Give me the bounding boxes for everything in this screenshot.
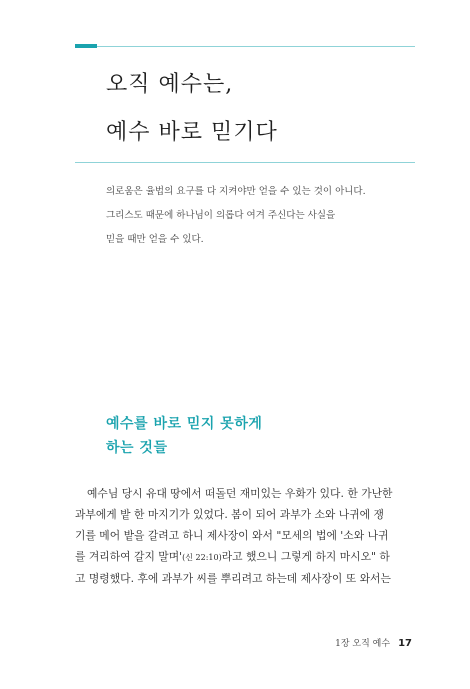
top-divider <box>97 46 415 47</box>
chapter-title-line-1: 오직 예수는, <box>106 72 234 97</box>
summary-line: 그리스도 때문에 하나님이 의롭다 여겨 주신다는 사실을 <box>106 210 336 221</box>
body-line-text: 라고 했으니 그렇게 하지 마시오" 하 <box>221 550 390 563</box>
chapter-summary <box>106 180 406 252</box>
body-line <box>75 546 415 568</box>
chapter-title <box>106 61 278 157</box>
section-heading <box>106 412 262 460</box>
body-line: 기를 메어 밭을 갈려고 하니 제사장이 와서 "모세의 법에 '소와 나귀 <box>75 529 389 542</box>
running-head: 1장 오직 예수 <box>335 639 391 649</box>
chapter-title-line-2: 예수 바로 믿기다 <box>106 120 278 145</box>
body-line: 과부에게 밭 한 마지기가 있었다. 봄이 되어 과부가 소와 나귀에 쟁 <box>75 508 384 521</box>
section-heading-line-1: 예수를 바로 믿지 못하게 <box>106 416 263 432</box>
body-paragraph <box>75 483 415 589</box>
section-heading-line-2: 하는 것들 <box>106 440 168 456</box>
page-number: 17 <box>398 638 412 649</box>
summary-line: 의로움은 율법의 요구를 다 지켜야만 얻을 수 있는 것이 아니다. <box>106 186 366 197</box>
summary-line: 믿을 때만 얻을 수 있다. <box>106 234 204 245</box>
scripture-citation: (신 22:10) <box>182 553 222 562</box>
body-line-text: 를 겨리하여 갈지 말며' <box>75 550 183 563</box>
title-divider <box>75 162 415 163</box>
body-line: 고 명령했다. 후에 과부가 씨를 뿌리려고 하는데 제사장이 또 와서는 <box>75 572 391 585</box>
body-line: 예수님 당시 유대 땅에서 떠돌던 재미있는 우화가 있다. 한 가난한 <box>87 487 393 500</box>
page-footer <box>290 636 412 649</box>
title-accent-bar <box>75 44 97 48</box>
